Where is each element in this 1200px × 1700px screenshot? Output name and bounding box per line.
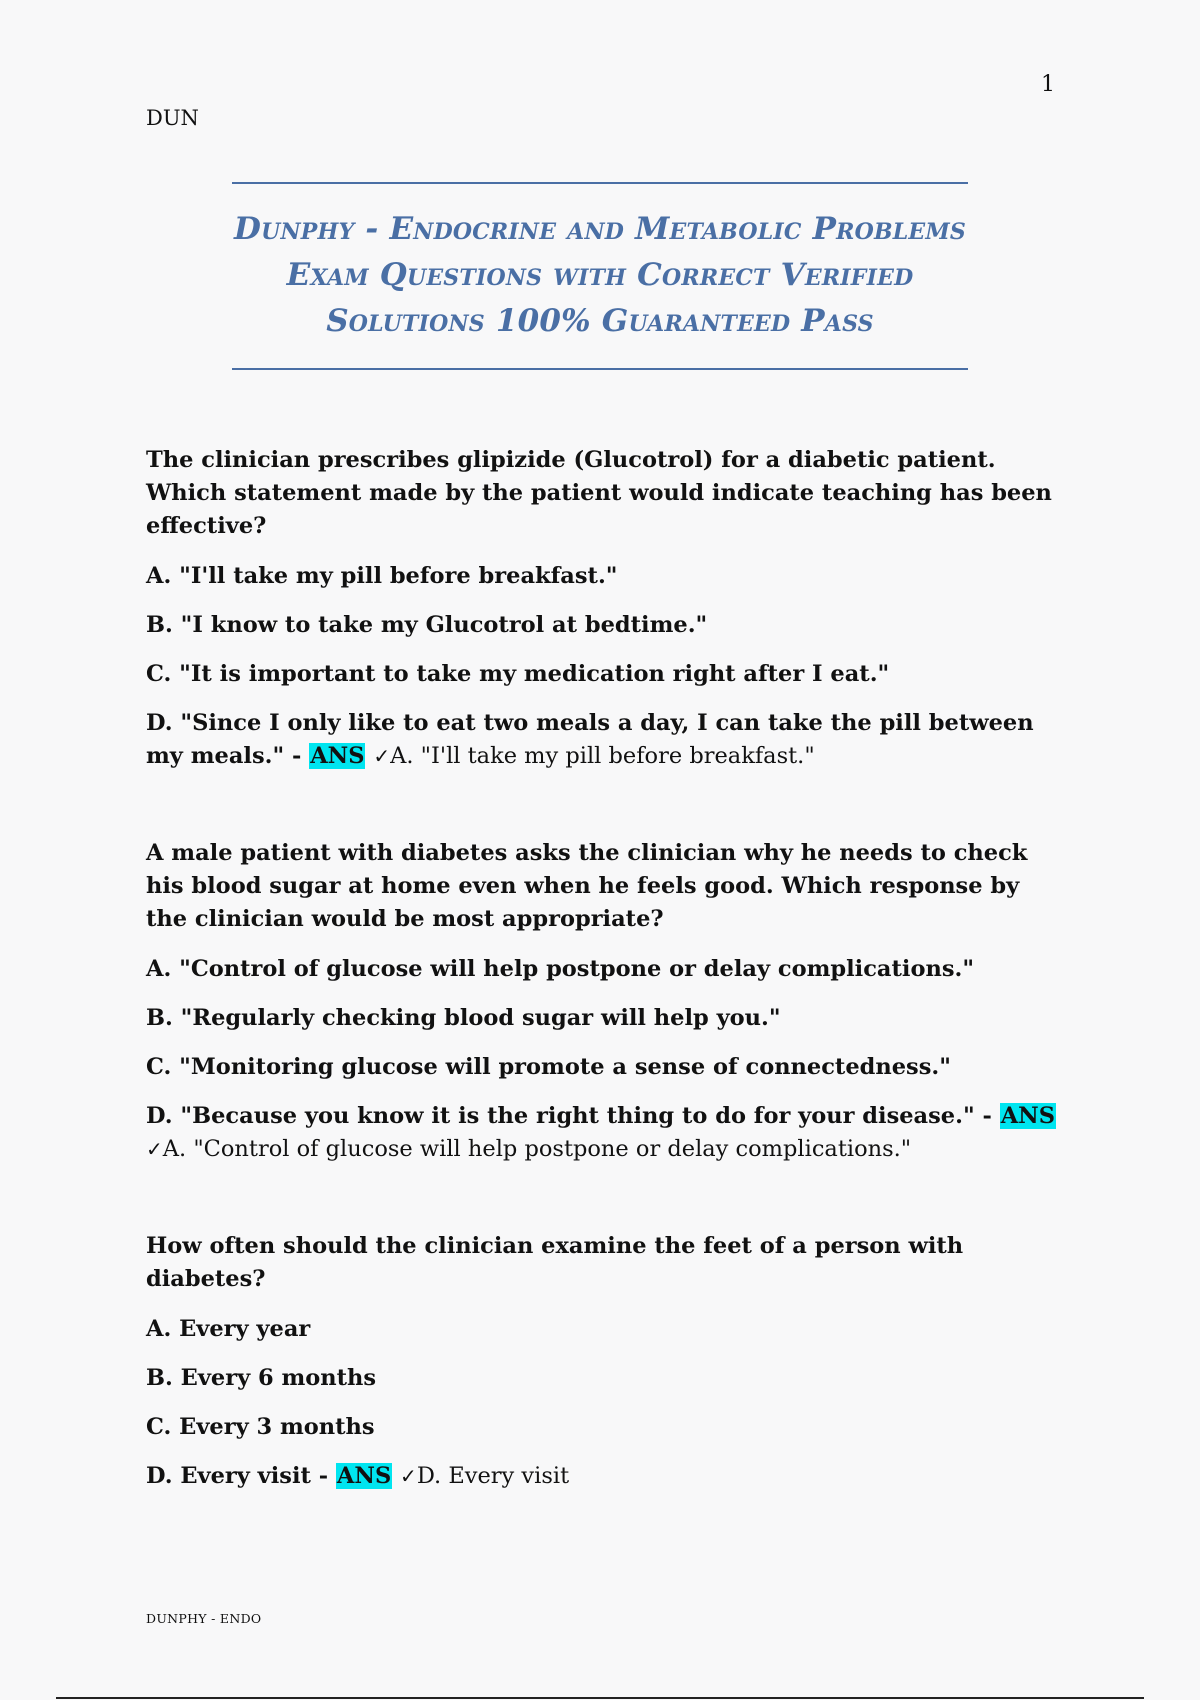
option-a: A. "I'll take my pill before breakfast." — [146, 563, 618, 589]
option-c: C. Every 3 months — [146, 1414, 375, 1440]
title-line-1: Dunphy - Endocrine and Metabolic Problems — [233, 211, 967, 247]
option-d: D. "Because you know it is the right thing to do for your disease." - — [146, 1103, 992, 1129]
check-icon: ✓ — [400, 1464, 417, 1488]
option-c: C. "Monitoring glucose will promote a sense of connectedness." — [146, 1054, 951, 1080]
document-title — [232, 182, 968, 370]
option-d-with-answer — [146, 1100, 1056, 1166]
question-3 — [146, 1230, 1056, 1493]
answer-tag: ANS — [310, 743, 365, 769]
question-1 — [146, 444, 1056, 773]
title-line-3: Solutions 100% Guaranteed Pass — [326, 303, 874, 339]
correct-answer: A. "I'll take my pill before breakfast." — [390, 743, 815, 769]
footer-divider — [56, 1697, 1144, 1699]
check-icon: ✓ — [146, 1137, 163, 1161]
question-text: How often should the clinician examine the feet of a person with diabetes? — [146, 1233, 964, 1292]
option-c: C. "It is important to take my medication right after I eat." — [146, 661, 890, 687]
page-number: 1 — [1041, 72, 1055, 97]
correct-answer: A. "Control of glucose will help postpone or delay complications." — [162, 1136, 912, 1162]
option-d-with-answer — [146, 707, 1056, 773]
option-b: B. "Regularly checking blood sugar will help you." — [146, 1005, 781, 1031]
check-icon: ✓ — [373, 744, 391, 768]
option-d-with-answer — [146, 1460, 1056, 1493]
question-text: A male patient with diabetes asks the clinician why he needs to check his blood sugar at home even when he feels good. Which response by the clinician would be most appropriate? — [146, 840, 1028, 932]
answer-tag: ANS — [1000, 1103, 1055, 1129]
footer-label: DUNPHY - ENDO — [146, 1611, 262, 1626]
option-b: B. Every 6 months — [146, 1365, 377, 1391]
question-2 — [146, 837, 1056, 1166]
option-d: D. "Since I only like to eat two meals a day, I can take the pill between my meals." - — [146, 710, 1034, 769]
correct-answer: D. Every visit — [416, 1463, 570, 1489]
running-head: DUN — [146, 106, 199, 130]
title-line-2: Exam Questions with Correct Verified — [286, 257, 914, 293]
answer-tag: ANS — [336, 1463, 392, 1489]
option-a: A. Every year — [146, 1316, 311, 1342]
question-list — [146, 444, 1056, 1557]
option-b: B. "I know to take my Glucotrol at bedtime." — [146, 612, 708, 638]
question-text: The clinician prescribes glipizide (Glucotrol) for a diabetic patient. Which statement made by the patient would indicate teaching has been effective? — [146, 447, 1052, 539]
option-d: D. Every visit - — [146, 1463, 329, 1489]
option-a: A. "Control of glucose will help postpone or delay complications." — [146, 956, 975, 982]
